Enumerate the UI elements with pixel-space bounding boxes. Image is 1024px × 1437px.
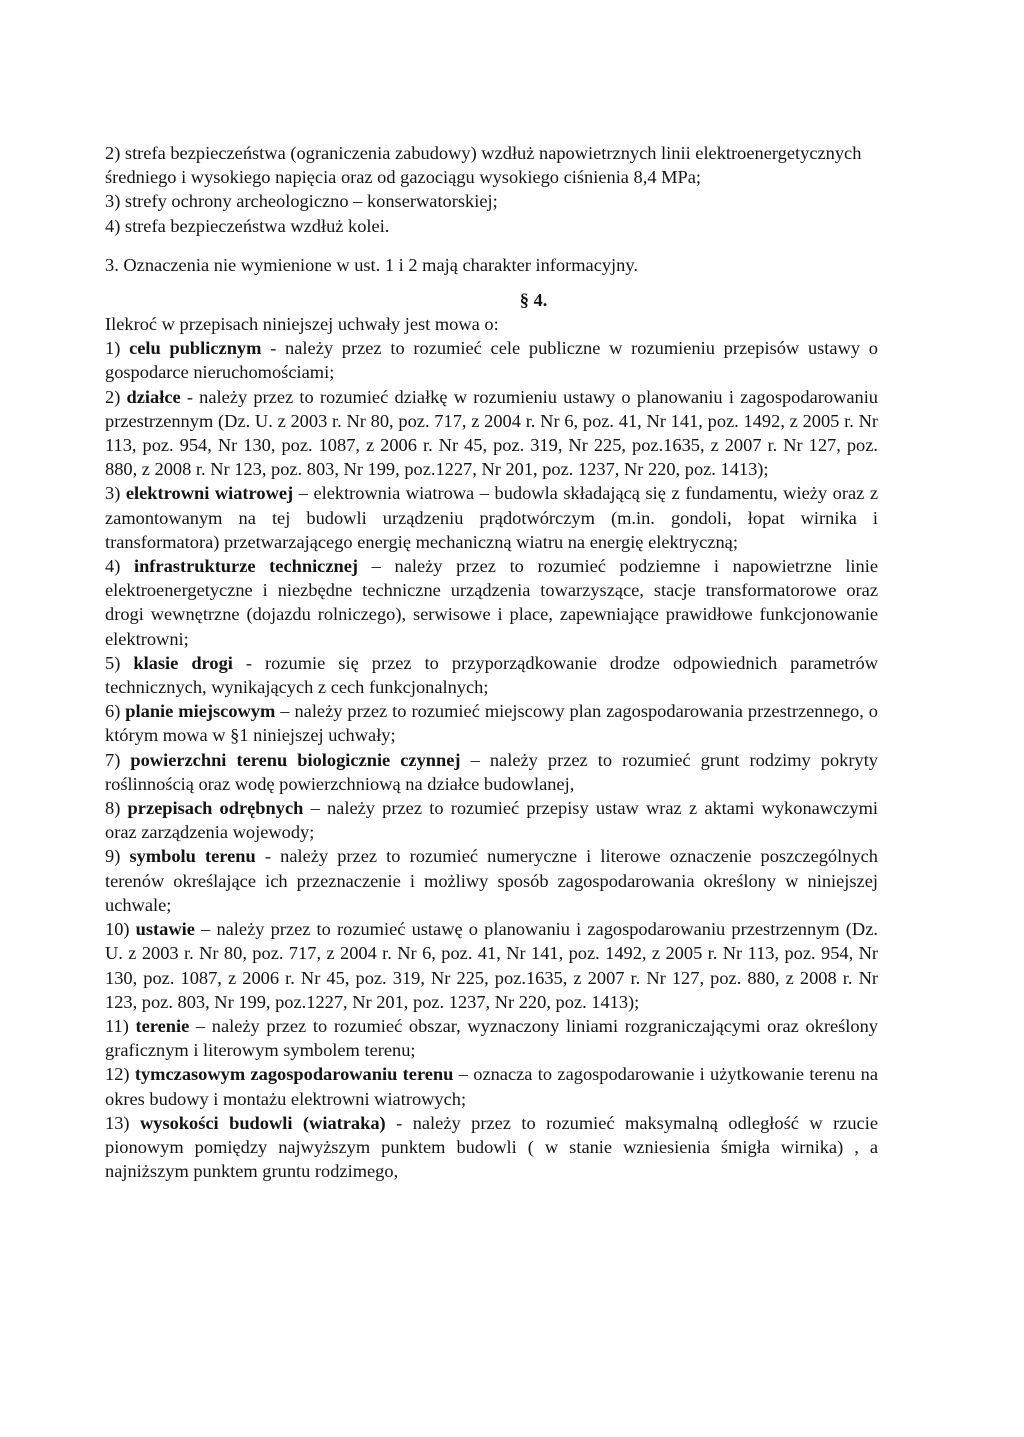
definition-term: planie miejscowym — [125, 701, 276, 722]
definition-term: celu publicznym — [129, 338, 262, 359]
definition-item — [105, 1111, 878, 1184]
definition-term: terenie — [135, 1015, 190, 1036]
definition-text: – należy przez to rozumieć przepisy ustaw wraz z aktami wykonawczymi oraz zarządzenia wojewody; — [105, 798, 879, 843]
definition-item — [105, 651, 878, 699]
definition-text: – elektrownia wiatrowa – budowla składającą się z fundamentu, wieży oraz z zamontowanym na tej budowli urządzeniu prądotwórczym (m.in. gondoli, łopat wirnika i transformatora) przetwarzającego energię mechaniczną wiatru na energię elektryczną; — [105, 483, 878, 552]
definition-number: 4) — [105, 556, 134, 577]
definition-item — [105, 1014, 878, 1062]
definition-number: 11) — [105, 1015, 136, 1036]
definition-item — [105, 481, 878, 554]
definition-number: 3) — [105, 483, 126, 504]
spacer — [105, 238, 878, 253]
definition-item — [105, 385, 878, 482]
definition-number: 12) — [105, 1064, 135, 1085]
definition-item — [105, 554, 878, 651]
definition-term: przepisach odrębnych — [127, 798, 304, 819]
definition-number: 13) — [105, 1112, 140, 1133]
definition-term: symbolu terenu — [129, 846, 256, 867]
definition-term: elektrowni wiatrowej — [125, 483, 294, 504]
definition-number: 8) — [105, 798, 128, 819]
definition-item — [105, 796, 878, 844]
definition-text: – należy przez to rozumieć ustawę o planowaniu i zagospodarowaniu przestrzennym (Dz. U. z 2003 r. Nr 80, poz. 717, z 2004 r. Nr 6, poz. 41, Nr 141, poz. 1492, z 2005 r. Nr 113, poz. 954, Nr 130, poz. 1087, z 2006 r. Nr 45, poz. 319, Nr 225, poz.1635, z 2007 r. Nr 127, poz. 880, z 2008 r. Nr 123, poz. 803, Nr 199, poz.1227, Nr 201, poz. 1237, Nr 220, poz. 1413); — [105, 919, 878, 1012]
definition-number: 5) — [105, 652, 134, 673]
definition-text: – należy przez to rozumieć grunt rodzimy pokryty roślinnością oraz wodę powierzchniową na działce budowlanej, — [105, 749, 879, 794]
point-3-note: 3. Oznaczenia nie wymienione w ust. 1 i 2 mają charakter informacyjny. — [105, 254, 638, 275]
zone-item-3: 3) strefy ochrony archeologiczno – konserwatorskiej; — [105, 191, 498, 212]
definition-item — [105, 917, 878, 1014]
definition-term: wysokości budowli (wiatraka) — [139, 1112, 386, 1133]
definition-text: – oznacza to zagospodarowanie i użytkowanie terenu na okres budowy i montażu elektrowni wiatrowych; — [105, 1064, 878, 1109]
definition-term: klasie drogi — [133, 652, 233, 673]
definition-text: – należy przez to rozumieć obszar, wyznaczony liniami rozgraniczającymi oraz określony graficznym i literowym symbolem terenu; — [105, 1015, 878, 1061]
definition-term: działce — [126, 386, 181, 407]
definition-number: 9) — [105, 846, 130, 867]
definition-term: infrastrukturze technicznej — [133, 556, 359, 577]
definition-text: – należy przez to rozumieć podziemne i napowietrzne linie elektroenergetyczne i niezbędne techniczne urządzenia towarzyszące, stacje transformatorowe oraz drogi wewnętrzne (dojazdu rolniczego), serwisowe i place, zapewniające prawidłowe funkcjonowanie elektrowni; — [105, 556, 879, 649]
definition-number: 7) — [105, 749, 131, 770]
section-heading: § 4. — [519, 290, 548, 311]
definition-text: - należy przez to rozumieć cele publiczne w rozumieniu przepisów ustawy o gospodarce nieruchomościami; — [105, 338, 878, 383]
definitions-list — [105, 336, 878, 1183]
zone-item-4: 4) strefa bezpieczeństwa wzdłuż kolei. — [105, 215, 390, 236]
definition-item — [105, 699, 878, 747]
definition-term: ustawie — [135, 919, 195, 940]
definition-term: tymczasowym zagospodarowaniu terenu — [134, 1064, 454, 1085]
spacer — [105, 277, 878, 288]
definition-item — [105, 844, 878, 917]
definition-text: - rozumie się przez to przyporządkowanie drodze odpowiednich parametrów technicznych, wynikających z cech funkcjonalnych; — [105, 652, 879, 698]
definition-number: 2) — [105, 386, 127, 407]
definition-text: - należy przez to rozumieć działkę w rozumieniu ustawy o planowaniu i zagospodarowaniu przestrzennym (Dz. U. z 2003 r. Nr 80, poz. 717, z 2004 r. Nr 6, poz. 41, Nr 141, poz. 1492, z 2005 r. Nr 113, poz. 954, Nr 130, poz. 1087, z 2006 r. Nr 45, poz. 319, Nr 225, poz.1635, z 2007 r. Nr 127, poz. 880, z 2008 r. Nr 123, poz. 803, Nr 199, poz.1227, Nr 201, poz. 1237, Nr 220, poz. 1413); — [105, 386, 878, 480]
document-page — [105, 141, 878, 1183]
definition-term: powierzchni terenu biologicznie czynnej — [130, 749, 461, 770]
definition-item — [105, 748, 878, 796]
definition-text: - należy przez to rozumieć maksymalną odległość w rzucie pionowym pomiędzy najwyższym punktem budowli ( w stanie wzniesienia śmigła wirnika) , a najniższym punktem gruntu rodzimego, — [105, 1112, 878, 1182]
definition-text: – należy przez to rozumieć miejscowy plan zagospodarowania przestrzennego, o którym mowa w §1 niniejszej uchwały; — [105, 701, 878, 746]
definition-item — [105, 1062, 878, 1110]
zone-item-2: 2) strefa bezpieczeństwa (ograniczenia zabudowy) wzdłuż napowietrznych linii elektroenergetycznych średniego i wysokiego napięcia oraz od gazociągu wysokiego ciśnienia 8,4 MPa; — [105, 143, 862, 188]
definition-number: 6) — [105, 701, 126, 722]
definitions-intro: Ilekroć w przepisach niniejszej uchwały jest mowa o: — [105, 314, 499, 335]
definition-item — [105, 336, 878, 384]
definition-text: - należy przez to rozumieć numeryczne i literowe oznaczenie poszczególnych terenów określające ich przeznaczenie i możliwy sposób zagospodarowania określony w niniejszej uchwale; — [105, 846, 878, 915]
definition-number: 1) — [105, 338, 130, 359]
definition-number: 10) — [105, 919, 136, 940]
